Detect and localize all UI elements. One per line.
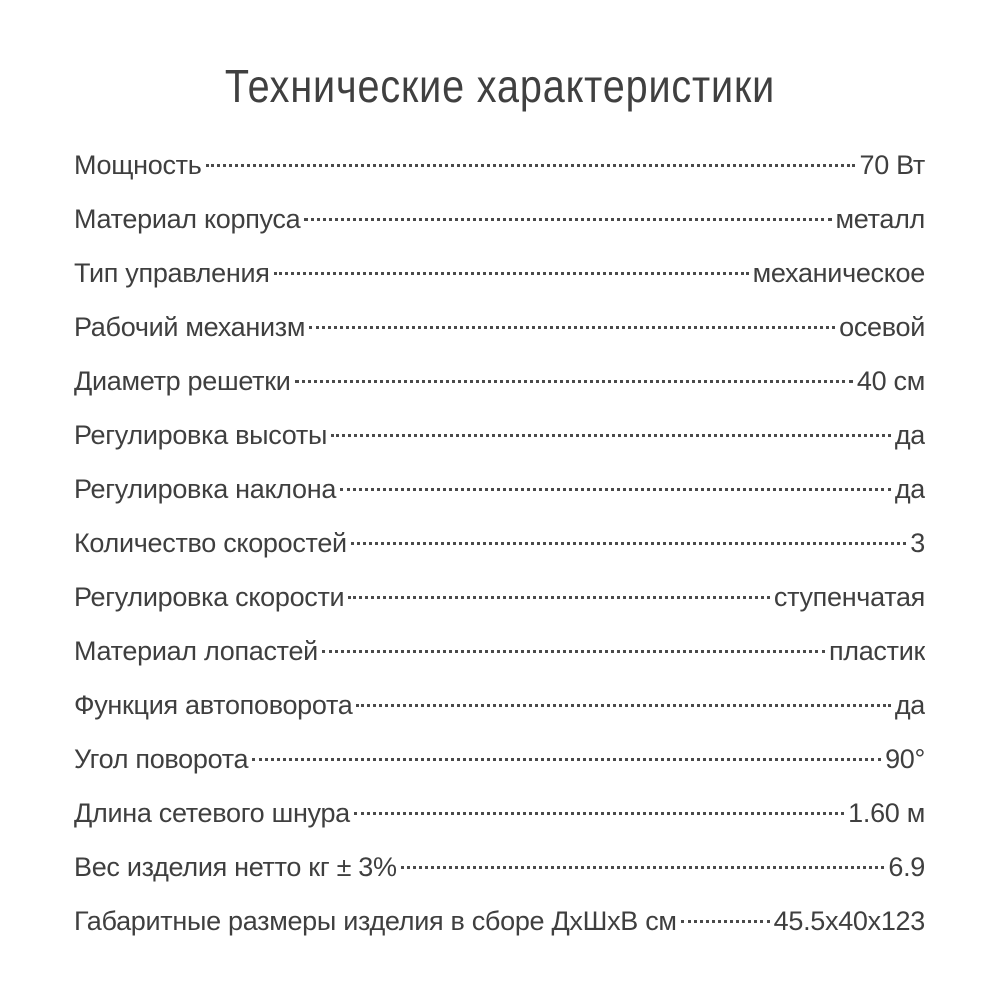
spec-row-control-type [74,246,925,300]
spec-label: Материал корпуса [74,204,301,234]
spec-value: да [894,690,925,720]
spec-value: 40 см [856,366,925,396]
spec-row-oscillation [74,678,925,732]
spec-row-height-adjust [74,408,925,462]
spec-label: Регулировка высоты [74,420,328,450]
spec-label: Габаритные размеры изделия в сборе ДхШхВ см [74,906,677,936]
dot-leader [401,866,885,869]
spec-label: Угол поворота [74,744,249,774]
dot-leader [356,704,890,707]
dot-leader [252,758,881,761]
dot-leader [274,272,749,275]
spec-label: Мощность [74,150,202,180]
spec-row-blade-material [74,624,925,678]
spec-row-speed-adjust [74,570,925,624]
spec-label: Длина сетевого шнура [74,798,350,828]
dot-leader [309,326,835,329]
spec-value: 3 [910,528,925,558]
spec-row-speed-count [74,516,925,570]
dot-leader [354,812,844,815]
spec-value: да [894,420,925,450]
spec-label: Функция автоповорота [74,690,353,720]
spec-value: металл [835,204,925,234]
dot-leader [348,596,770,599]
spec-value: 6.9 [888,852,925,882]
dot-leader [351,542,906,545]
spec-value: да [894,474,925,504]
spec-label: Вес изделия нетто кг ± 3% [74,852,397,882]
spec-label: Материал лопастей [74,636,318,666]
spec-row-cord-length [74,786,925,840]
spec-label: Количество скоростей [74,528,347,558]
spec-value: осевой [839,312,925,342]
spec-label: Диаметр решетки [74,366,291,396]
spec-value: пластик [828,636,925,666]
dot-leader [295,380,853,383]
spec-value: механическое [752,258,925,288]
spec-label: Регулировка наклона [74,474,337,504]
spec-label: Рабочий механизм [74,312,306,342]
spec-row-grille-diameter [74,354,925,408]
dot-leader [206,164,856,167]
spec-row-rotation-angle [74,732,925,786]
spec-value: 45.5x40x123 [773,906,925,936]
spec-value: ступенчатая [773,582,925,612]
dot-leader [331,434,891,437]
spec-row-mechanism [74,300,925,354]
spec-value: 90° [885,744,925,774]
spec-row-body-material [74,192,925,246]
spec-list [74,138,925,948]
spec-label: Регулировка скорости [74,582,345,612]
page-title: Технические характеристики [224,60,776,112]
dot-leader [681,920,770,923]
spec-value: 70 Вт [859,150,925,180]
spec-row-tilt-adjust [74,462,925,516]
dot-leader [340,488,891,491]
spec-row-power [74,138,925,192]
spec-value: 1.60 м [848,798,925,828]
spec-row-dimensions [74,894,925,948]
dot-leader [322,650,825,653]
dot-leader [304,218,831,221]
spec-label: Тип управления [74,258,270,288]
spec-row-net-weight [74,840,925,894]
